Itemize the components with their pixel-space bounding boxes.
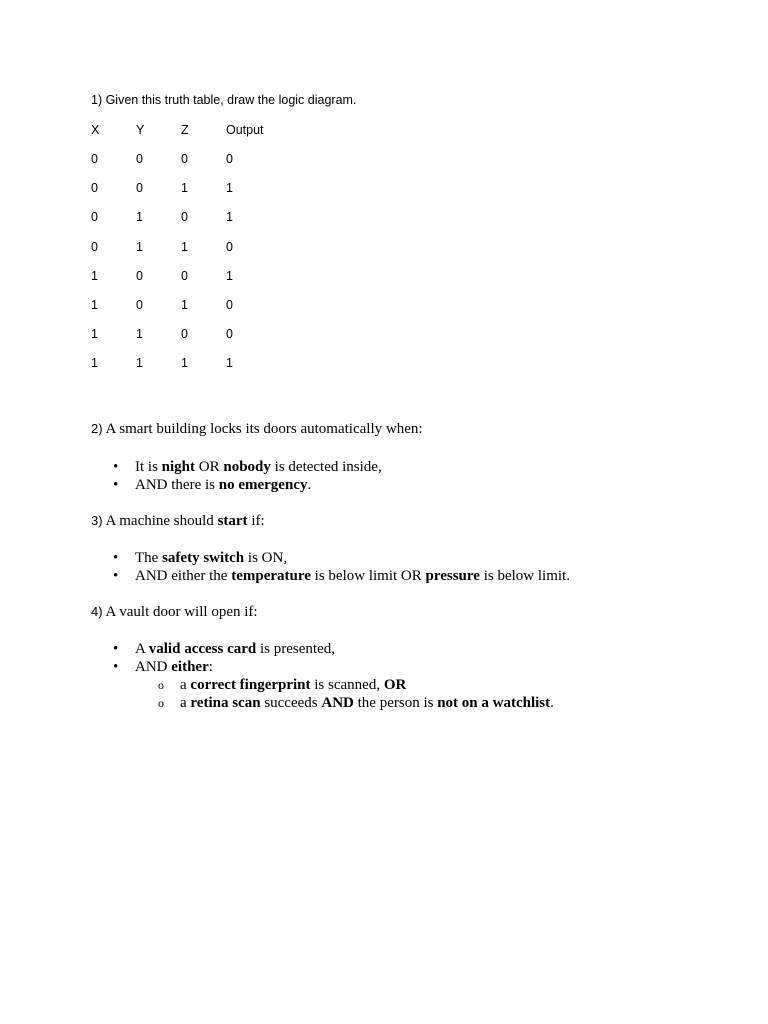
table-row xyxy=(0,152,400,170)
bullet-icon: • xyxy=(113,459,119,475)
cell-y: 1 xyxy=(136,356,143,370)
question-3-text: 3) A machine should start if: xyxy=(91,513,265,529)
cell-output: 1 xyxy=(226,181,233,195)
cell-y: 0 xyxy=(136,152,143,166)
question-1-text: 1) Given this truth table, draw the logic diagram. xyxy=(91,93,357,107)
cell-x: 0 xyxy=(91,152,98,166)
cell-output: 1 xyxy=(226,269,233,283)
header-y: Y xyxy=(136,123,145,137)
cell-output: 0 xyxy=(226,298,233,312)
table-row xyxy=(0,240,400,258)
bullet-icon: • xyxy=(113,477,119,493)
sub-bullet-icon: o xyxy=(158,696,164,710)
header-z: Z xyxy=(181,123,189,137)
cell-y: 1 xyxy=(136,240,143,254)
table-row xyxy=(0,181,400,199)
cell-output: 1 xyxy=(226,210,233,224)
question-4-text: 4) A vault door will open if: xyxy=(91,604,258,620)
table-row xyxy=(0,327,400,345)
header-output: Output xyxy=(226,123,264,137)
cell-x: 0 xyxy=(91,210,98,224)
cell-x: 1 xyxy=(91,356,98,370)
question-2-text: 2) A smart building locks its doors automatically when: xyxy=(91,421,423,437)
cell-z: 0 xyxy=(181,327,188,341)
cell-z: 0 xyxy=(181,210,188,224)
cell-z: 0 xyxy=(181,152,188,166)
cell-output: 0 xyxy=(226,152,233,166)
bullet-icon: • xyxy=(113,550,119,566)
cell-z: 1 xyxy=(181,356,188,370)
cell-y: 0 xyxy=(136,181,143,195)
cell-z: 1 xyxy=(181,240,188,254)
cell-y: 1 xyxy=(136,210,143,224)
bullet-icon: • xyxy=(113,659,119,675)
cell-output: 1 xyxy=(226,356,233,370)
cell-x: 0 xyxy=(91,240,98,254)
cell-y: 0 xyxy=(136,298,143,312)
cell-z: 1 xyxy=(181,298,188,312)
cell-z: 0 xyxy=(181,269,188,283)
cell-x: 1 xyxy=(91,298,98,312)
question-4-number: 4) xyxy=(91,604,103,619)
table-row xyxy=(0,210,400,228)
cell-y: 1 xyxy=(136,327,143,341)
cell-output: 0 xyxy=(226,240,233,254)
bullet-icon: • xyxy=(113,641,119,657)
cell-x: 1 xyxy=(91,269,98,283)
sub-bullet-icon: o xyxy=(158,678,164,692)
bullet-icon: • xyxy=(113,568,119,584)
question-2-number: 2) xyxy=(91,421,103,436)
header-x: X xyxy=(91,123,100,137)
cell-x: 1 xyxy=(91,327,98,341)
question-3-number: 3) xyxy=(91,513,103,528)
cell-x: 0 xyxy=(91,181,98,195)
cell-z: 1 xyxy=(181,181,188,195)
truth-table-header xyxy=(0,123,400,141)
table-row xyxy=(0,269,400,287)
cell-output: 0 xyxy=(226,327,233,341)
table-row xyxy=(0,356,400,374)
table-row xyxy=(0,298,400,316)
cell-y: 0 xyxy=(136,269,143,283)
